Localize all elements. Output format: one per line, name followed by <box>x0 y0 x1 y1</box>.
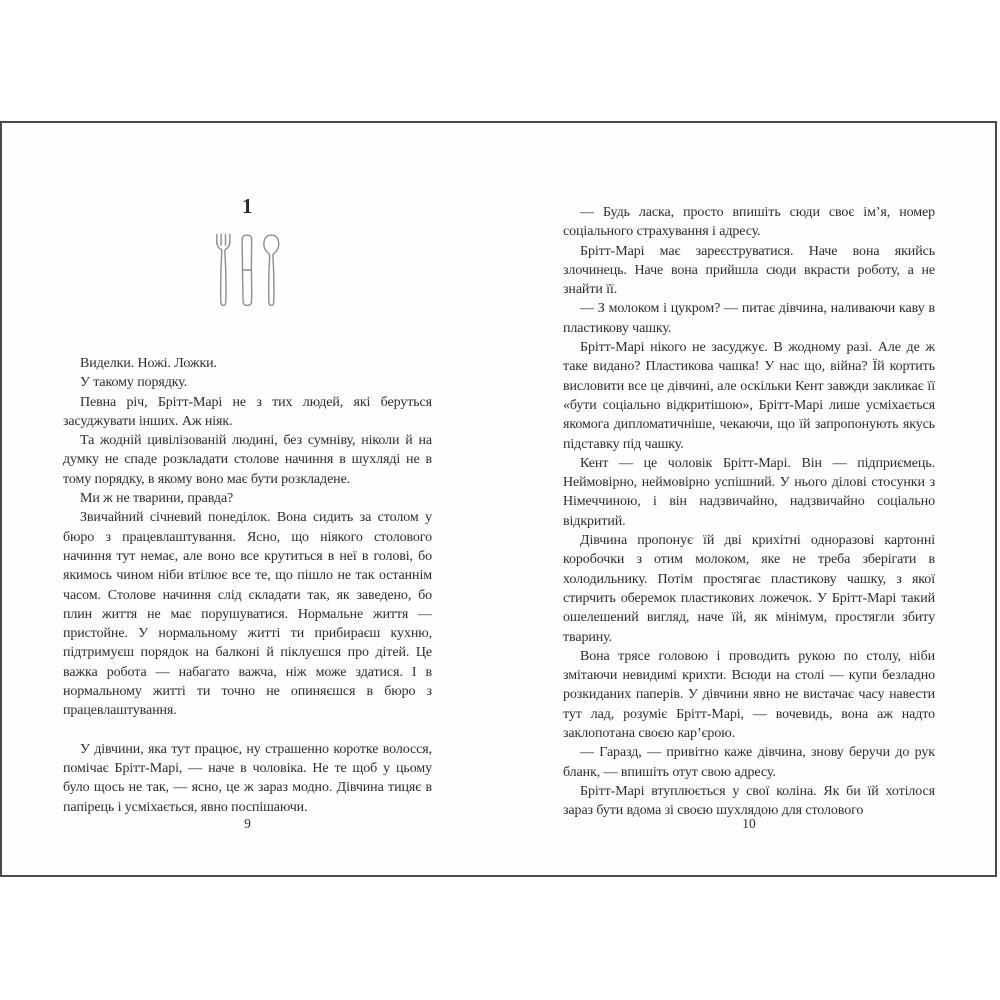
knife-icon <box>242 235 252 305</box>
paragraph: Дівчина пропонує їй дві крихітні одноразові картонні коробочки з отим молоком, яке не треба зберігати в холодильнику. Потім простягає пластикову чашку, з якої стирчить оберемок пластикових ложечок. У Брітт-Марі такий ошелешений вигляд, наче їй, як мінімум, простягли збиту тварину. <box>563 533 935 645</box>
paragraph: Брітт-Марі нікого не засуджує. В жодному разі. Але де ж таке видано? Пластикова чашка! У нас що, війна? Їй кортить висловити все це дівчині, але оскільки Кент завжди закликає її «бути соціально відкритішою», Брітт-Марі лише усміхається якомога дипломатичніше, чекаючи, що їй запропонують якусь підставку під чашку. <box>563 340 935 452</box>
spoon-icon <box>263 235 278 305</box>
left-page-text-column <box>63 354 432 817</box>
cutlery-illustration <box>63 233 432 313</box>
fork-icon <box>216 235 229 306</box>
paragraph: — Гаразд, — привітно каже дівчина, знову беручи до рук бланк, — впишіть отут свою адресу. <box>563 745 935 780</box>
paragraph: Виделки. Ножі. Ложки. <box>80 356 217 371</box>
paragraph: Кент — це чоловік Брітт-Марі. Він — підприємець. Неймовірно, неймовірно успішний. У нього ділові стосунки з Німеччиною, і він надзвичайно, надзвичайно соціально відкритий. <box>563 455 935 529</box>
fork-knife-spoon-icon <box>212 233 284 308</box>
paragraph: Вона трясе головою і проводить рукою по столу, ніби змітаючи невидимі крихти. Всюди на столі — купи безладно розкиданих паперів. У дівчини явно не вистачає часу навести тут лад, розуміє Брітт-Марі, — вочевидь, вона аж надто заклопотана своєю кар’єрою. <box>563 648 935 742</box>
paragraph: У такому порядку. <box>80 375 188 391</box>
paragraph: У дівчини, яка тут працює, ну страшенно коротке волосся, помічає Брітт-Марі, — наче в чоловіка. Не те щоб у цьому було щось не так, — ясно, це ж зараз модно. Дівчина тицяє в папірець і усміхається, явно поспішаючи. <box>63 741 432 815</box>
paragraph: — Будь ласка, просто впишіть сюди своє ім’я, номер соціального страхування і адресу. <box>563 205 935 240</box>
chapter-number: 1 <box>242 194 253 218</box>
paragraph: Звичайний січневий понеділок. Вона сидить за столом у бюро з працевлаштування. Ясно, що ніякого столового начиння тут немає, але воно все крутиться в неї в голові, бо якимось чином ніби втілює все те, що пішло не так останнім часом. Столове начиння слід складати так, як заведено, бо плин життя не має порушуватися. Нормальне життя — пристойне. У нормальному житті ти прибираєш кухню, підтримуєш порядок на балконі й піклуєшся про дітей. Це важка робота — набагато важча, ніж може здатися. І в нормальному житті ти точно не опиняєшся в бюро з працевлаштування. <box>63 510 432 719</box>
paragraph: Брітт-Марі втуплюється у свої коліна. Як би їй хотілося зараз бути вдома зі своєю шухлядою для столового <box>563 783 935 819</box>
paragraph: Ми ж не тварини, правда? <box>80 491 234 507</box>
page-number-right: 10 <box>742 816 756 831</box>
paragraph: Певна річ, Брітт-Марі не з тих людей, які беруться засуджувати інших. Аж ніяк. <box>63 394 432 429</box>
paragraph: — З молоком і цукром? — питає дівчина, наливаючи каву в пластикову чашку. <box>563 301 935 336</box>
right-page-text-column <box>563 203 935 821</box>
page-number-left: 9 <box>244 816 251 831</box>
paragraph: Та жодній цивілізованій людині, без сумніву, ніколи й на думку не спаде розкладати столове начиння в шухляді не в тому порядку, в якому воно має бути розкладене. <box>63 433 432 487</box>
paragraph: Брітт-Марі має зареєструватися. Наче вона якийсь злочинець. Наче вона прийшла сюди вкрасти роботу, а не знайти її. <box>563 243 935 298</box>
